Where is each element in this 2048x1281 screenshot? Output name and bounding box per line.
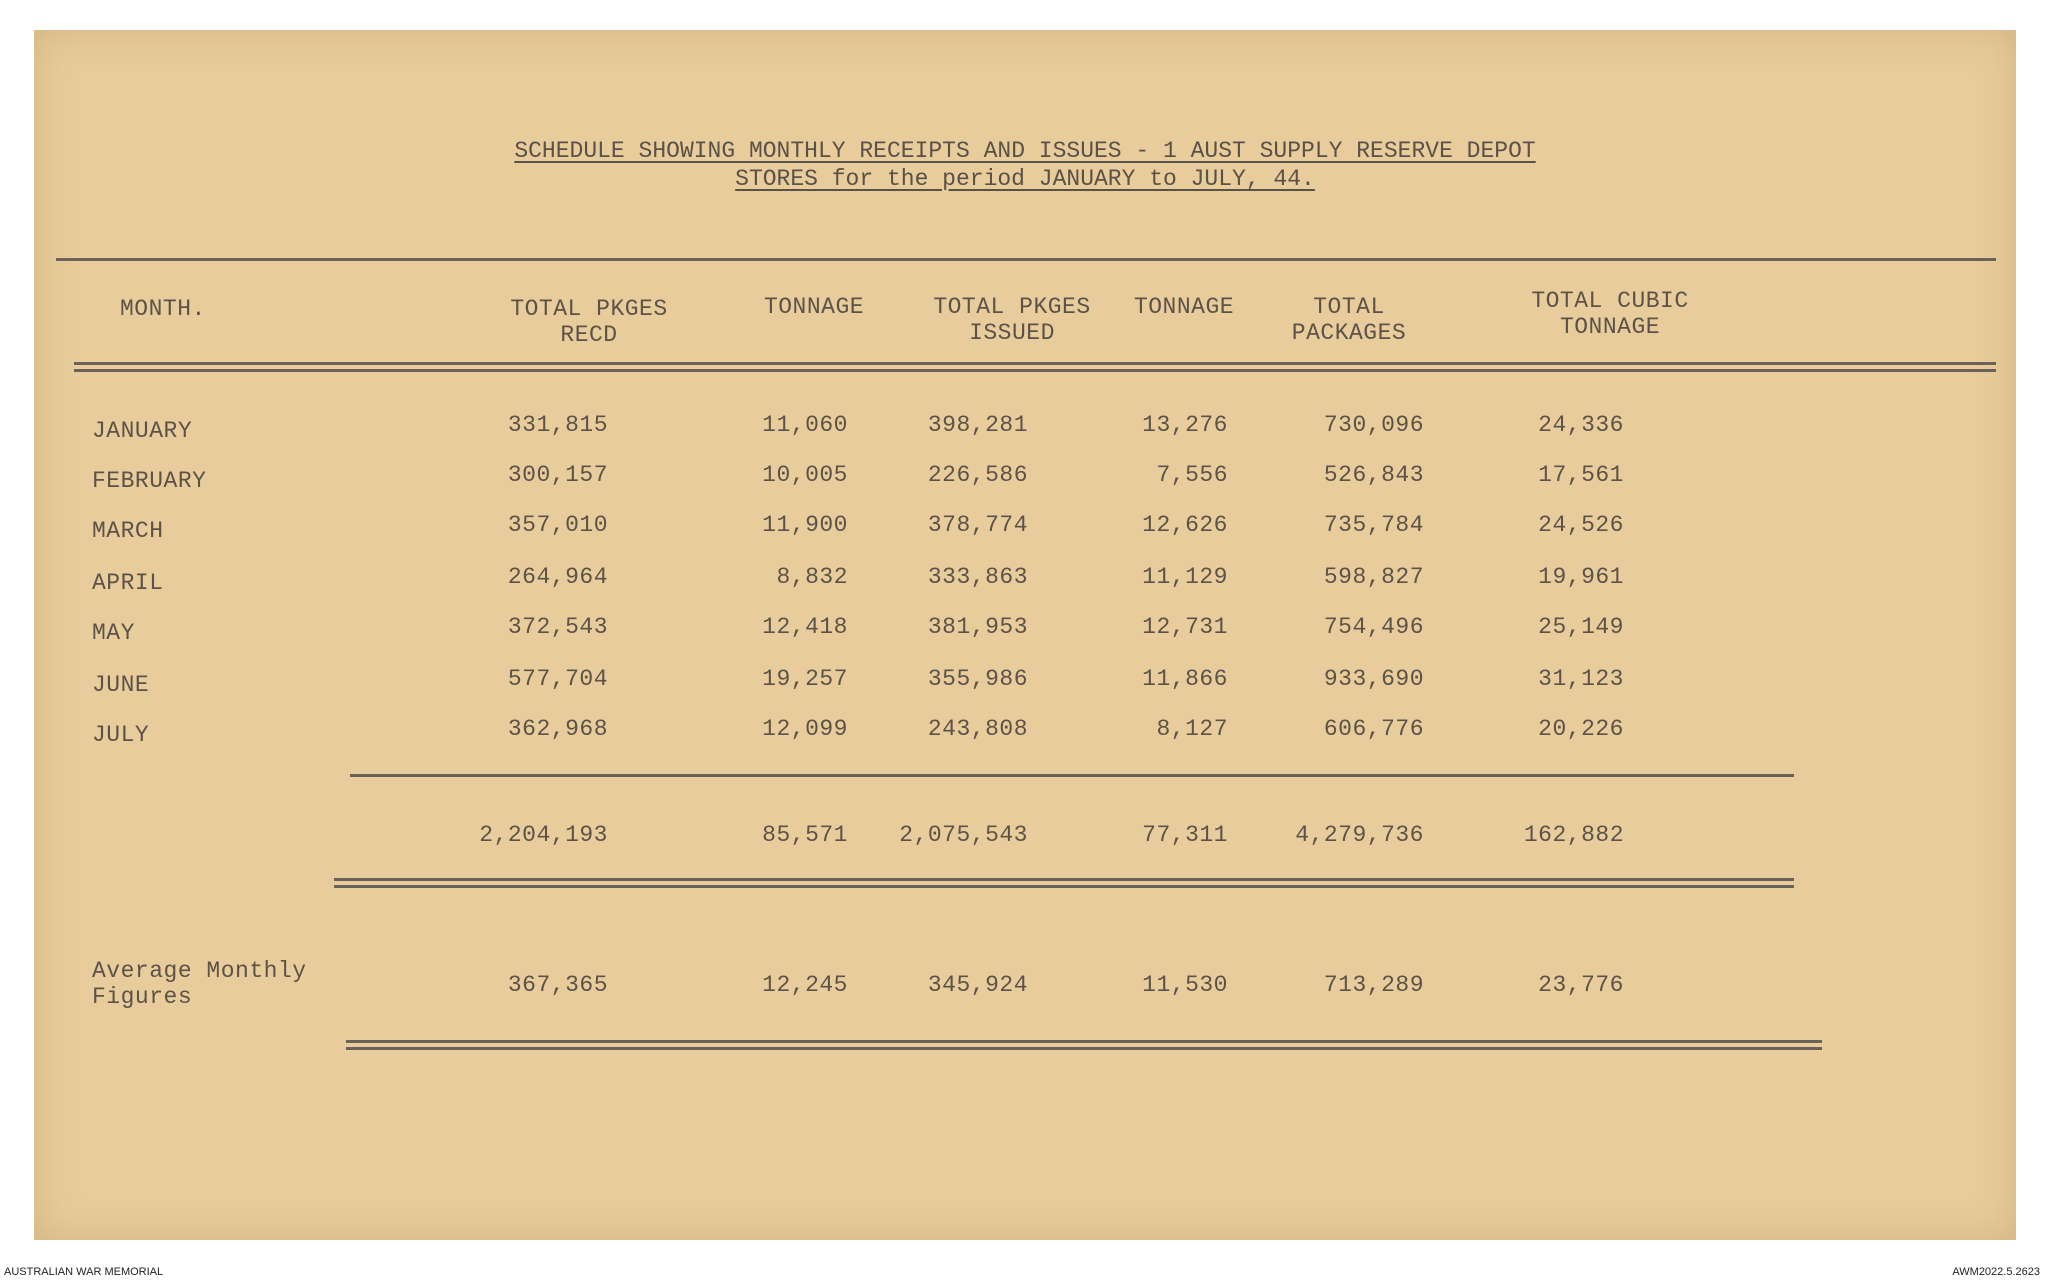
row-value-cell: 7,556 [1156, 462, 1228, 488]
header-total-cubic-tonnage: TOTAL CUBIC TONNAGE [1531, 288, 1689, 340]
total-value-cell: 85,571 [762, 822, 848, 848]
row-month-label: FEBRUARY [92, 468, 207, 494]
document-title-line-2: STORES for the period JANUARY to JULY, 44. [735, 166, 1315, 192]
average-value-cell: 12,245 [762, 972, 848, 998]
row-value-cell: 24,336 [1538, 412, 1624, 438]
row-value-cell: 11,060 [762, 412, 848, 438]
total-value-cell: 162,882 [1523, 822, 1624, 848]
total-value-cell: 2,075,543 [899, 822, 1028, 848]
total-value-cell: 2,204,193 [479, 822, 608, 848]
row-value-cell: 362,968 [507, 716, 608, 742]
row-value-cell: 526,843 [1323, 462, 1424, 488]
row-value-cell: 12,418 [762, 614, 848, 640]
header-tonnage-issued: TONNAGE [1133, 294, 1235, 320]
row-value-cell: 398,281 [927, 412, 1028, 438]
row-value-cell: 8,127 [1156, 716, 1228, 742]
row-value-cell: 12,626 [1142, 512, 1228, 538]
row-month-label: APRIL [92, 570, 164, 596]
row-value-cell: 333,863 [927, 564, 1028, 590]
average-label: Average Monthly Figures [92, 958, 307, 1010]
row-value-cell: 8,832 [776, 564, 848, 590]
row-value-cell: 735,784 [1323, 512, 1424, 538]
row-value-cell: 357,010 [507, 512, 608, 538]
row-month-label: JUNE [92, 672, 150, 698]
row-value-cell: 372,543 [507, 614, 608, 640]
row-value-cell: 10,005 [762, 462, 848, 488]
row-value-cell: 598,827 [1323, 564, 1424, 590]
average-value-cell: 11,530 [1142, 972, 1228, 998]
row-value-cell: 24,526 [1538, 512, 1624, 538]
row-value-cell: 355,986 [927, 666, 1028, 692]
footer-left: AUSTRALIAN WAR MEMORIAL [4, 1266, 164, 1278]
row-value-cell: 19,961 [1538, 564, 1624, 590]
total-value-cell: 4,279,736 [1295, 822, 1424, 848]
row-value-cell: 933,690 [1323, 666, 1424, 692]
row-value-cell: 11,866 [1142, 666, 1228, 692]
average-value-cell: 345,924 [927, 972, 1028, 998]
row-month-label: JANUARY [92, 418, 193, 444]
row-month-label: JULY [92, 722, 150, 748]
row-value-cell: 11,900 [762, 512, 848, 538]
average-value-cell: 23,776 [1538, 972, 1624, 998]
footer-right: AWM2022.5.2623 [1952, 1266, 2040, 1278]
row-value-cell: 730,096 [1323, 412, 1424, 438]
row-value-cell: 300,157 [507, 462, 608, 488]
row-month-label: MAY [92, 620, 135, 646]
top-rule [56, 258, 1996, 261]
row-value-cell: 17,561 [1538, 462, 1624, 488]
header-total-pkges-issued: TOTAL PKGES ISSUED [933, 294, 1091, 346]
document-title-line-1: SCHEDULE SHOWING MONTHLY RECEIPTS AND ISSUES - 1 AUST SUPPLY RESERVE DEPOT [514, 138, 1536, 164]
row-month-label: MARCH [92, 518, 164, 544]
row-value-cell: 19,257 [762, 666, 848, 692]
row-value-cell: 12,099 [762, 716, 848, 742]
header-total-pkges-recd: TOTAL PKGES RECD [510, 296, 668, 348]
row-value-cell: 226,586 [927, 462, 1028, 488]
row-value-cell: 381,953 [927, 614, 1028, 640]
row-value-cell: 20,226 [1538, 716, 1624, 742]
document-page [34, 30, 2016, 1240]
row-value-cell: 754,496 [1323, 614, 1424, 640]
row-value-cell: 243,808 [927, 716, 1028, 742]
row-value-cell: 31,123 [1538, 666, 1624, 692]
header-tonnage-received: TONNAGE [763, 294, 865, 320]
header-total-packages: TOTAL PACKAGES [1291, 294, 1407, 346]
header-double-rule [74, 362, 1996, 372]
row-value-cell: 606,776 [1323, 716, 1424, 742]
row-value-cell: 577,704 [507, 666, 608, 692]
subtotal-rule [350, 774, 1794, 777]
row-value-cell: 25,149 [1538, 614, 1624, 640]
bottom-double-rule [346, 1040, 1822, 1050]
total-value-cell: 77,311 [1142, 822, 1228, 848]
average-value-cell: 367,365 [507, 972, 608, 998]
average-value-cell: 713,289 [1323, 972, 1424, 998]
row-value-cell: 378,774 [927, 512, 1028, 538]
header-month: MONTH. [120, 296, 206, 322]
totals-double-rule [334, 878, 1794, 888]
row-value-cell: 12,731 [1142, 614, 1228, 640]
row-value-cell: 264,964 [507, 564, 608, 590]
row-value-cell: 11,129 [1142, 564, 1228, 590]
row-value-cell: 331,815 [507, 412, 608, 438]
row-value-cell: 13,276 [1142, 412, 1228, 438]
